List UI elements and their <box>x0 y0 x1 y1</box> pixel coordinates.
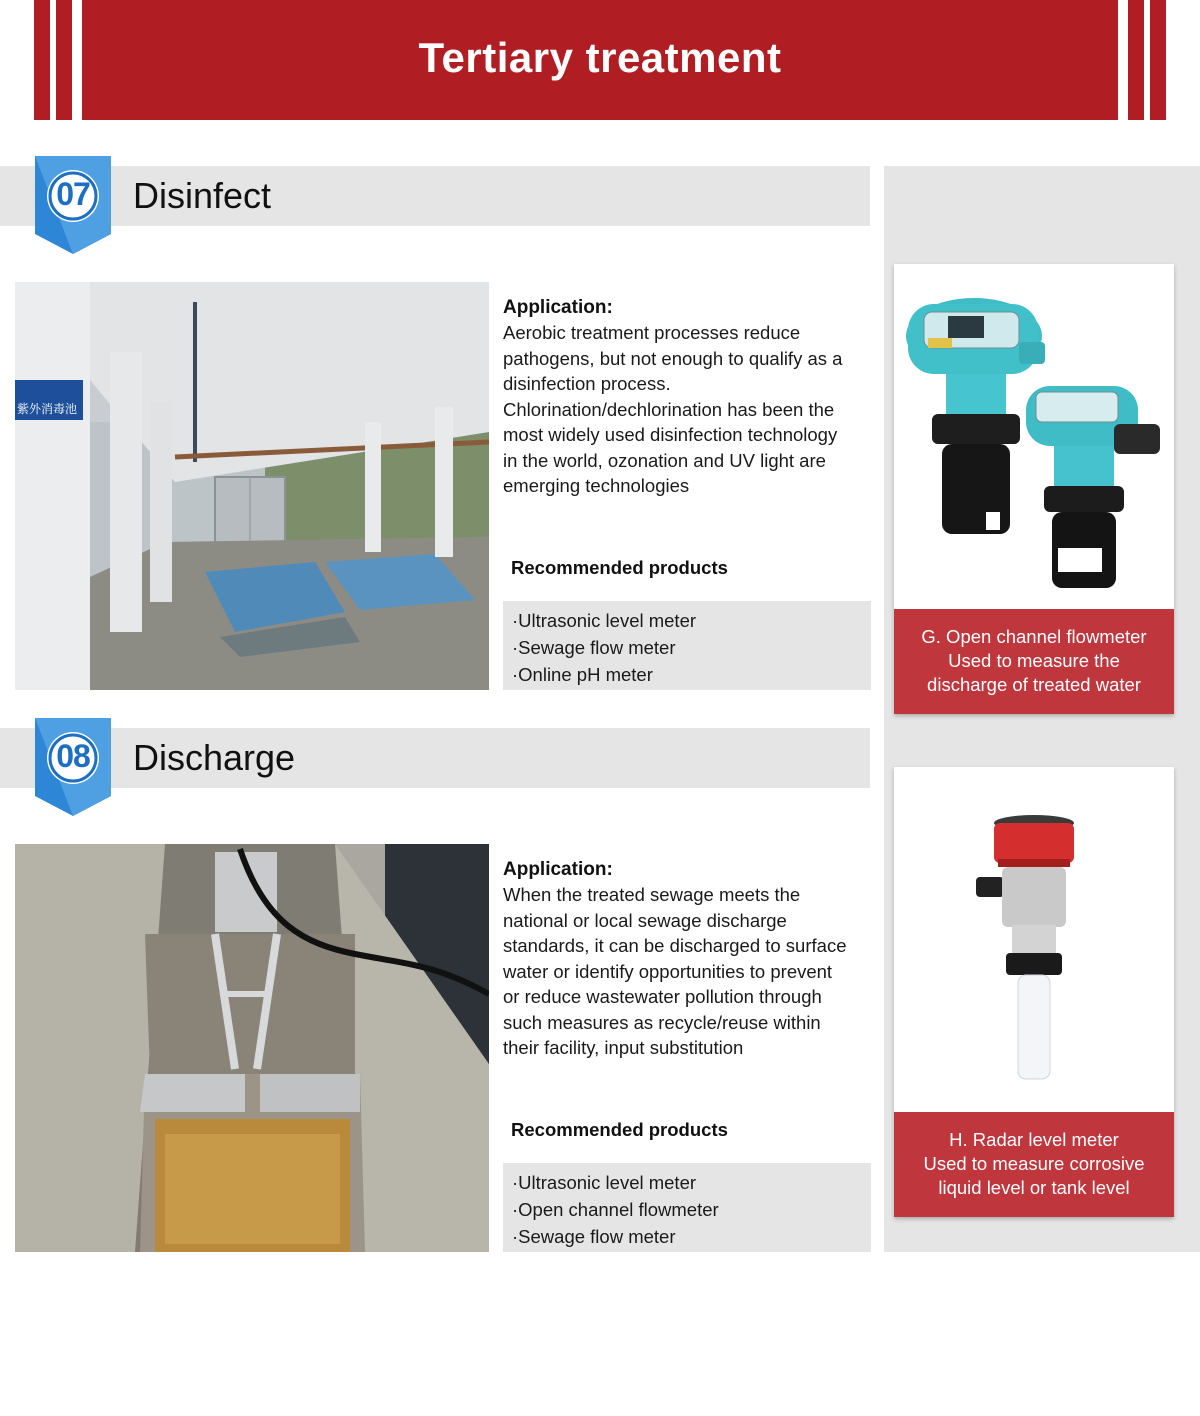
caption-line: H. Radar level meter <box>949 1129 1119 1150</box>
product-caption <box>894 1112 1174 1217</box>
discharge-photo <box>15 844 489 1252</box>
application-line: disinfection process. <box>503 373 671 394</box>
application-line: most widely used disinfection technology <box>503 424 838 445</box>
application-heading: Application: <box>503 859 613 880</box>
recommended-item[interactable]: ·Online pH meter <box>512 664 653 685</box>
application-line: in the world, ozonation and UV light are <box>503 449 826 471</box>
application-line: Aerobic treatment processes reduce <box>503 322 801 343</box>
caption-line: liquid level or tank level <box>938 1177 1130 1198</box>
recommended-item[interactable]: ·Open channel flowmeter <box>512 1199 719 1220</box>
section-number-badge <box>35 718 111 816</box>
disinfect-photo <box>15 282 489 690</box>
caption-line: Used to measure corrosive <box>923 1153 1145 1174</box>
application-line: Chlorination/dechlorination has been the <box>503 398 835 420</box>
application-text <box>503 882 871 1061</box>
application-line: standards, it can be discharged to surface <box>503 935 847 956</box>
disinfect-pool-sign: 紫外消毒池 <box>17 402 78 416</box>
caption-line: discharge of treated water <box>927 674 1141 695</box>
application-line: or reduce wastewater pollution through <box>503 986 822 1007</box>
application-line: national or local sewage discharge <box>503 909 787 931</box>
section-number: 08 <box>56 738 90 774</box>
application-text <box>503 320 871 499</box>
ultrasonic-meter-image <box>894 264 1174 609</box>
caption-line: G. Open channel flowmeter <box>921 626 1147 647</box>
application-line: When the treated sewage meets the <box>503 884 801 905</box>
recommended-list <box>503 601 871 690</box>
recommended-list <box>503 1163 871 1252</box>
application-line: emerging technologies <box>503 475 690 496</box>
application-heading: Application: <box>503 297 613 318</box>
recommended-item[interactable]: ·Ultrasonic level meter <box>512 610 697 631</box>
page-title: Tertiary treatment <box>418 34 782 81</box>
recommended-item[interactable]: ·Ultrasonic level meter <box>512 1172 697 1193</box>
recommended-item[interactable]: ·Sewage flow meter <box>512 637 676 658</box>
product-card-open-channel-flowmeter[interactable] <box>894 264 1174 714</box>
section-title: Disinfect <box>133 175 272 216</box>
section-number: 07 <box>56 176 90 212</box>
recommended-heading: Recommended products <box>511 557 728 578</box>
application-line: their facility, input substitution <box>503 1037 744 1058</box>
application-line: water or identify opportunities to prevent <box>503 960 833 982</box>
radar-meter-image <box>894 767 1174 1112</box>
section-number-badge <box>35 156 111 254</box>
caption-line: Used to measure the <box>948 650 1120 671</box>
recommended-item[interactable]: ·Sewage flow meter <box>512 1226 676 1247</box>
section-title: Discharge <box>133 737 296 778</box>
application-line: pathogens, but not enough to qualify as a <box>503 347 843 369</box>
application-line: such measures as recycle/reuse within <box>503 1011 821 1033</box>
product-caption <box>894 609 1174 714</box>
section-bar-discharge <box>0 728 870 788</box>
section-bar-disinfect <box>0 166 870 226</box>
recommended-heading: Recommended products <box>511 1119 728 1140</box>
product-card-radar-level-meter[interactable] <box>894 767 1174 1217</box>
header-banner <box>0 0 1200 120</box>
